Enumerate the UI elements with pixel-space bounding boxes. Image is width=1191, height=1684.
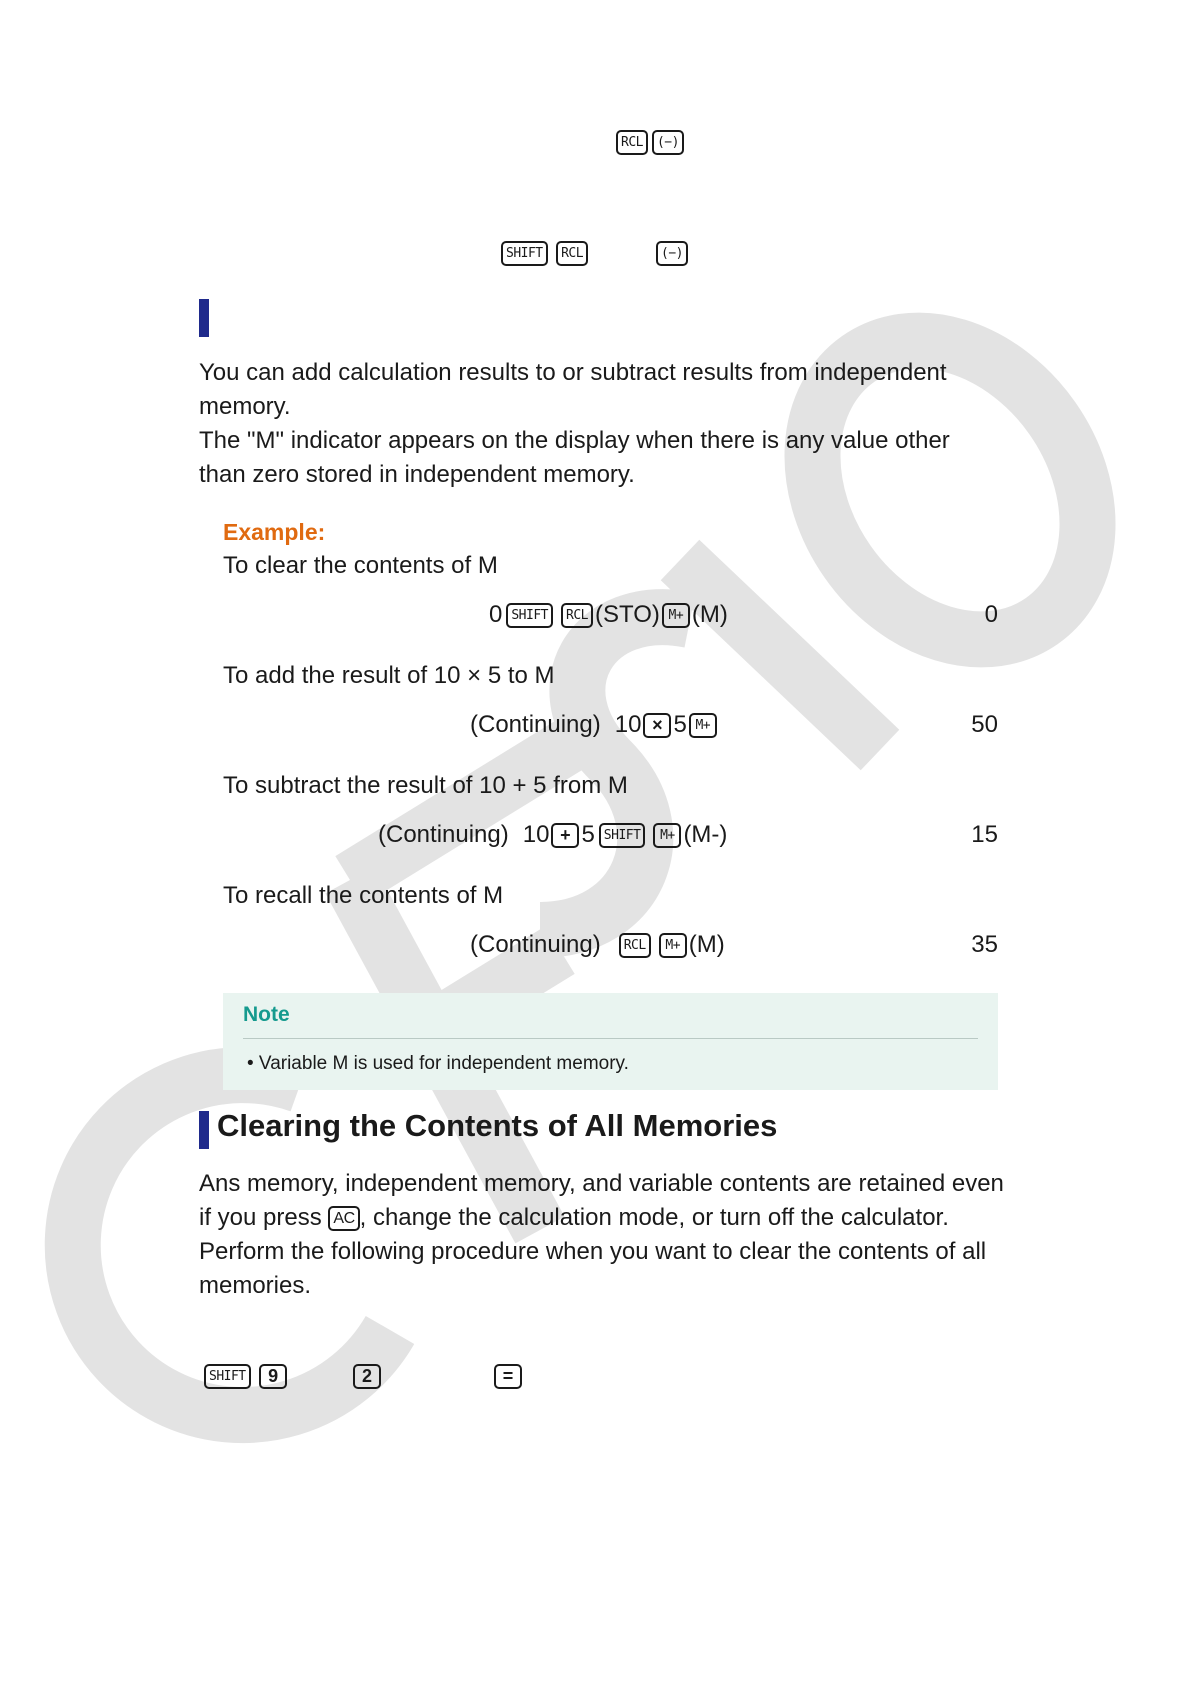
rcl-key: RCL xyxy=(616,130,648,155)
step-result-3: 15 xyxy=(971,821,998,848)
shift-key: SHIFT xyxy=(599,823,646,848)
section2-text xyxy=(199,1167,1004,1303)
step-caption-2: To add the result of 10 × 5 to M xyxy=(223,662,555,689)
section-title: Clearing the Contents of All Memories xyxy=(217,1108,778,1143)
shift-key: SHIFT xyxy=(506,603,553,628)
m-minus-annotation: (M-) xyxy=(683,821,728,848)
note-title: Note xyxy=(243,1003,290,1026)
negative-key: (−) xyxy=(656,241,688,266)
number-five: 5 xyxy=(581,821,595,848)
two-key: 2 xyxy=(353,1364,381,1389)
number-ten: 10 xyxy=(614,711,642,738)
equals-key: = xyxy=(494,1364,522,1389)
ac-key: AC xyxy=(328,1206,359,1231)
sto-annotation: (STO) xyxy=(594,601,660,628)
section2-paragraph-1: Ans memory, independent memory, and variable contents are retained even if you press AC , change the calculation mode, or turn off the calculator. xyxy=(199,1170,1004,1231)
m-plus-key: M+ xyxy=(689,713,717,738)
bottom-keys-b xyxy=(353,1364,381,1389)
top-key-row-2b xyxy=(656,241,688,266)
note-box xyxy=(223,993,998,1090)
continuing-label: (Continuing) xyxy=(470,931,601,958)
plus-key: + xyxy=(551,823,579,848)
top-key-row-2 xyxy=(501,241,588,266)
negative-key: (−) xyxy=(652,130,684,155)
step-result-1: 0 xyxy=(984,601,998,628)
rcl-key: RCL xyxy=(556,241,588,266)
step-caption-3: To subtract the result of 10 + 5 from M xyxy=(223,772,628,799)
digit-zero: 0 xyxy=(489,601,503,628)
m-annotation: (M) xyxy=(691,601,728,628)
top-key-row-1 xyxy=(614,130,686,155)
continuing-label: (Continuing) xyxy=(470,711,601,738)
section-heading-bar xyxy=(199,1111,209,1149)
m-plus-key: M+ xyxy=(659,933,687,958)
step-result-2: 50 xyxy=(971,711,998,738)
number-ten: 10 xyxy=(522,821,550,848)
bottom-keys-a xyxy=(204,1364,287,1389)
continuing-label: (Continuing) xyxy=(378,821,509,848)
step-keys-2 xyxy=(470,711,719,739)
step-keys-3 xyxy=(378,821,727,849)
rcl-key: RCL xyxy=(561,603,593,628)
section-heading-bar xyxy=(199,299,209,337)
nine-key: 9 xyxy=(259,1364,287,1389)
m-plus-key: M+ xyxy=(653,823,681,848)
m-annotation: (M) xyxy=(688,931,725,958)
intro-text xyxy=(199,356,999,492)
section2-paragraph-2: Perform the following procedure when you want to clear the contents of all memories. xyxy=(199,1238,987,1299)
intro-paragraph-1: You can add calculation results to or subtract results from independent memory. xyxy=(199,359,947,420)
rcl-key: RCL xyxy=(619,933,651,958)
intro-paragraph-2: The "M" indicator appears on the display when there is any value other than zero stored in independent memory. xyxy=(199,427,950,488)
note-divider xyxy=(243,1038,978,1039)
step-keys-4 xyxy=(470,931,725,959)
step-caption-4: To recall the contents of M xyxy=(223,882,504,909)
example-label: Example: xyxy=(223,519,326,545)
m-plus-key: M+ xyxy=(662,603,690,628)
step-caption-1: To clear the contents of M xyxy=(223,552,498,579)
note-text: • Variable M is used for independent memory. xyxy=(247,1053,629,1074)
number-five: 5 xyxy=(673,711,687,738)
step-keys-1 xyxy=(489,601,728,629)
shift-key: SHIFT xyxy=(501,241,548,266)
shift-key: SHIFT xyxy=(204,1364,251,1389)
times-key: × xyxy=(643,713,671,738)
bottom-keys-c xyxy=(494,1364,522,1389)
step-result-4: 35 xyxy=(971,931,998,958)
